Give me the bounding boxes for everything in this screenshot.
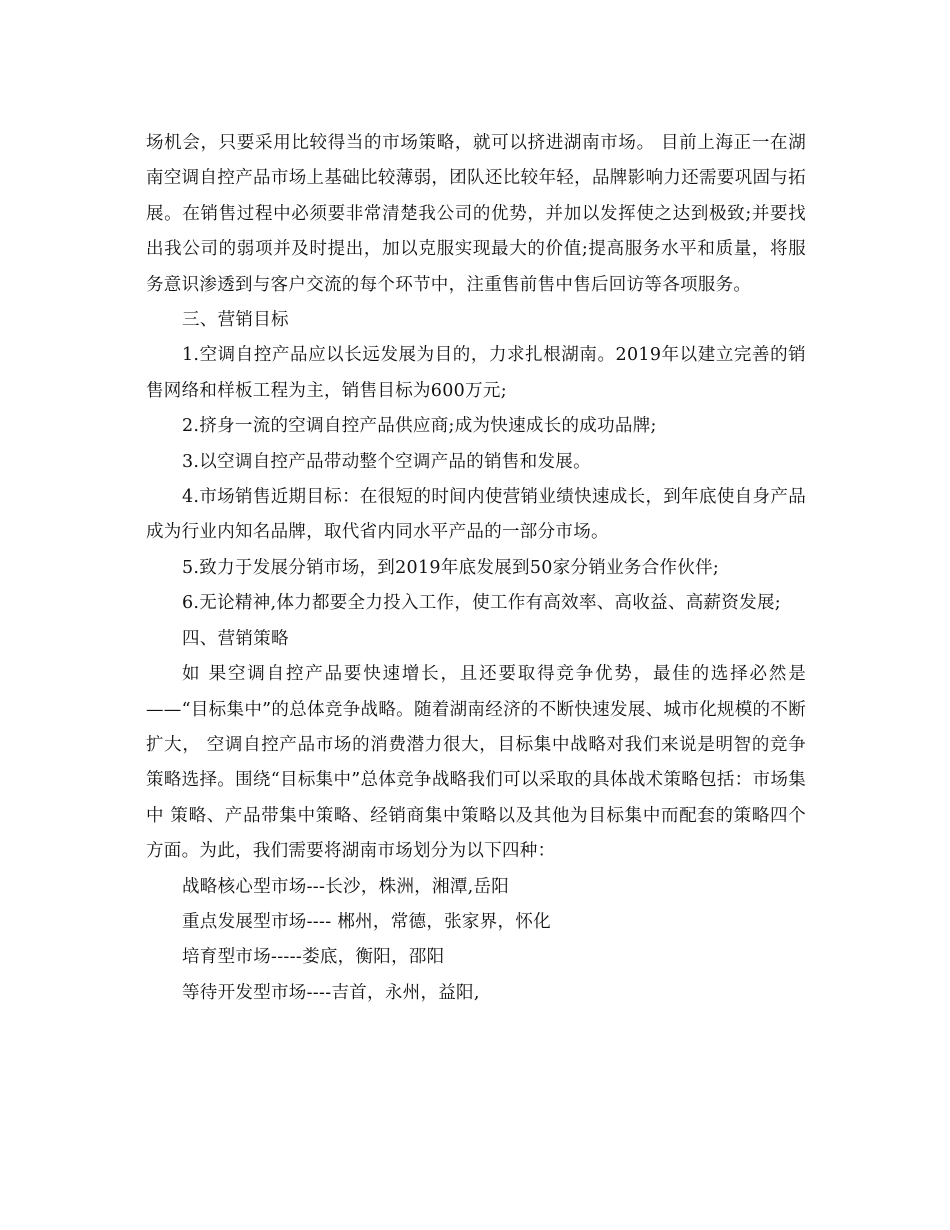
goal-item-1: 1.空调自控产品应以长远发展为目的，力求扎根湖南。2019年以建立完善的销售网络和样板工程为主，销售目标为600万元;	[146, 345, 806, 401]
heading-marketing-strategy: 四、营销策略	[182, 628, 289, 649]
goal-item-2: 2.挤身一流的空调自控产品供应商;成为快速成长的成功品牌;	[182, 416, 657, 437]
goal-item-5: 5.致力于发展分销市场，到2019年底发展到50家分销业务合作伙伴;	[182, 557, 720, 578]
heading-marketing-goals: 三、营销目标	[182, 310, 289, 331]
market-tier-key: 重点发展型市场---- 郴州，常德，张家界，怀化	[182, 911, 551, 932]
document-body	[146, 126, 806, 1011]
goal-item-6: 6.无论精神,体力都要全力投入工作，使工作有高效率、高收益、高薪资发展;	[182, 593, 781, 614]
market-tier-core: 战略核心型市场---长沙，株洲，湘潭,岳阳	[182, 876, 510, 897]
goal-item-4: 4.市场销售近期目标：在很短的时间内使营销业绩快速成长，到年底使自身产品成为行业内知名品牌，取代省内同水平产品的一部分市场。	[146, 487, 806, 543]
paragraph-strategy: 如 果空调自控产品要快速增长，且还要取得竞争优势，最佳的选择必然是——“目标集中”的总体竞争战略。随着湖南经济的不断快速发展、城市化规模的不断扩大， 空调自控产品市场的消费潜力很大，目标集中战略对我们来说是明智的竞争策略选择。围绕“目标集中”总体竞争战略我们可以采取的具体战术策略包括：市场集中 策略、产品带集中策略、经销商集中策略以及其他为目标集中而配套的策略四个方面。为此，我们需要将湖南市场划分为以下四种：	[146, 664, 806, 862]
goal-item-3: 3.以空调自控产品带动整个空调产品的销售和发展。	[182, 451, 591, 472]
paragraph-market-opportunity: 场机会，只要采用比较得当的市场策略，就可以挤进湖南市场。 目前上海正一在湖南空调自控产品市场上基础比较薄弱，团队还比较年轻，品牌影响力还需要巩固与拓展。在销售过程中必须要非常清楚我公司的优势，并加以发挥使之达到极致;并要找出我公司的弱项并及时提出，加以克服实现最大的价值;提高服务水平和质量，将服务意识渗透到与客户交流的每个环节中，注重售前售中售后回访等各项服务。	[146, 133, 806, 295]
market-tier-pending: 等待开发型市场----吉首，永州，益阳,	[182, 982, 480, 1003]
market-tier-cultivate: 培育型市场-----娄底，衡阳，邵阳	[182, 947, 445, 968]
